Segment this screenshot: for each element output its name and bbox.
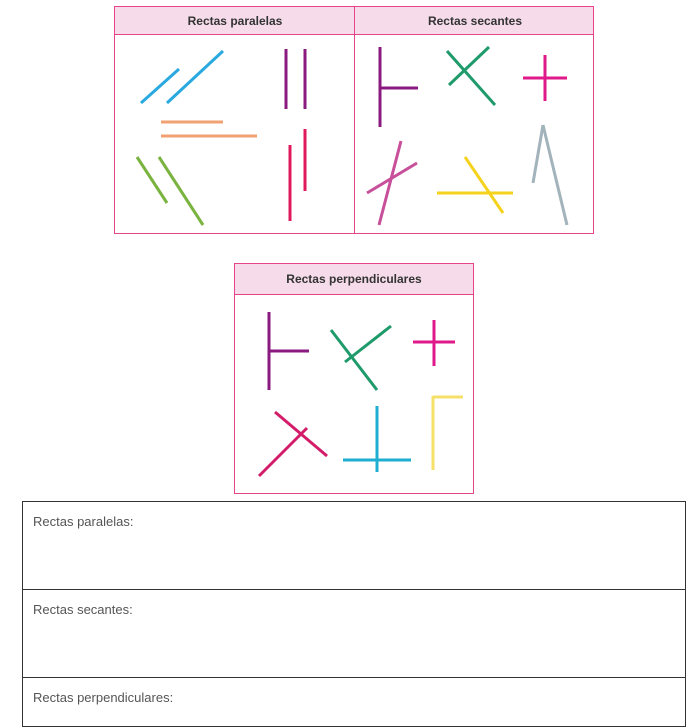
perp-line-teal-2 bbox=[345, 326, 391, 362]
secant-line-pink-2 bbox=[367, 163, 417, 193]
perp-line-teal-1 bbox=[331, 330, 377, 390]
secant-line-gray-2 bbox=[543, 125, 567, 225]
figure-perpendiculares bbox=[234, 263, 474, 494]
lines-canvas-perpendiculares bbox=[235, 264, 475, 495]
lines-canvas-top bbox=[115, 7, 595, 235]
secant-line-teal-2 bbox=[449, 47, 489, 85]
parallel-line-green-2 bbox=[159, 157, 203, 225]
answer-label-perpendiculares: Rectas perpendiculares: bbox=[33, 690, 174, 705]
answer-table bbox=[22, 501, 686, 727]
answer-row-secantes[interactable] bbox=[23, 590, 685, 678]
secant-line-yellow-2 bbox=[465, 157, 503, 213]
perp-line-crimson-2 bbox=[259, 428, 307, 476]
answer-label-paralelas: Rectas paralelas: bbox=[33, 514, 134, 529]
parallel-line-blue-2 bbox=[167, 51, 223, 103]
answer-label-secantes: Rectas secantes: bbox=[33, 602, 133, 617]
title-rectas-paralelas: Rectas paralelas bbox=[187, 13, 283, 28]
answer-row-perpendiculares[interactable] bbox=[23, 678, 685, 726]
title-rectas-secantes: Rectas secantes bbox=[427, 13, 523, 28]
secant-line-gray-1 bbox=[533, 125, 543, 183]
answer-row-paralelas[interactable] bbox=[23, 502, 685, 590]
title-rectas-perpendiculares: Rectas perpendiculares bbox=[286, 272, 422, 286]
figure-paralelas-secantes bbox=[114, 6, 594, 234]
